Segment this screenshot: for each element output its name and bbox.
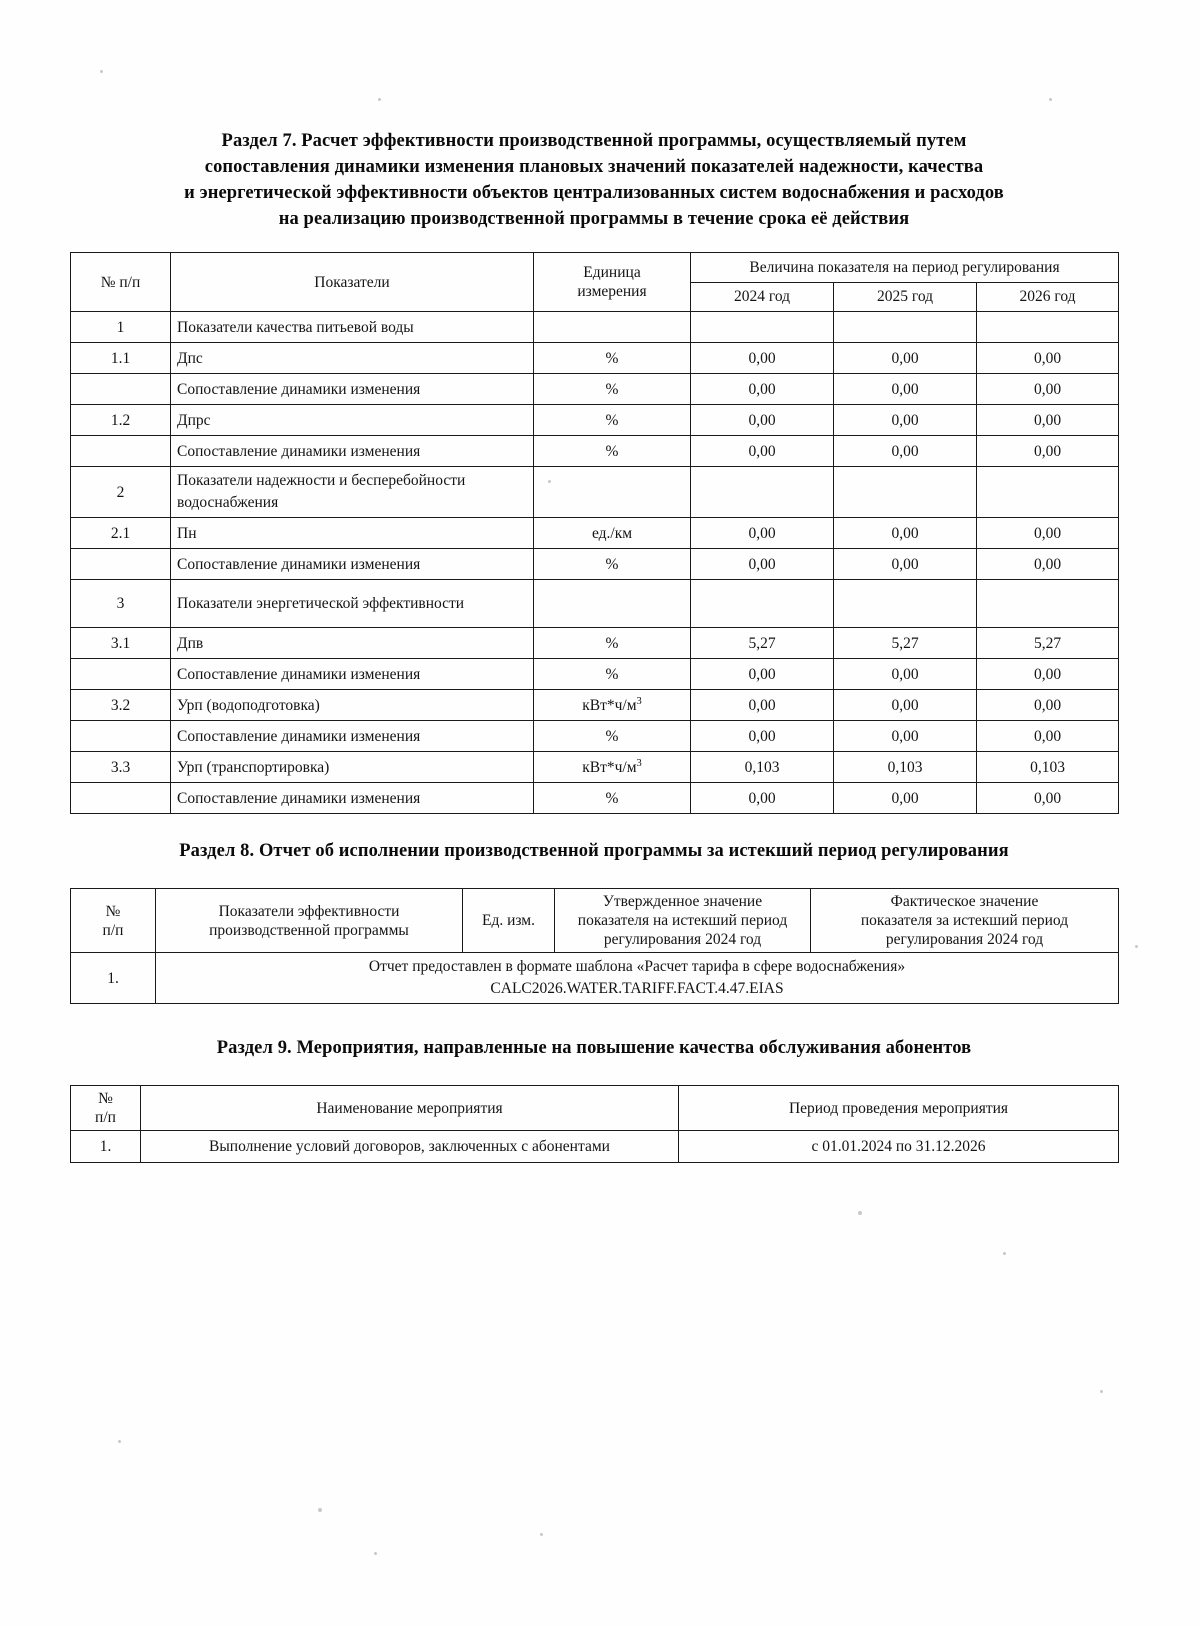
table-row xyxy=(71,312,1119,343)
row-no xyxy=(71,783,171,814)
table-row xyxy=(71,580,1119,628)
row-indicator: Показатели качества питьевой воды xyxy=(171,312,534,343)
header-approved-value xyxy=(555,889,811,953)
row-indicator: Урп (транспортировка) xyxy=(171,752,534,783)
row-unit: $кВт*ч/м^3$ xyxy=(534,752,691,783)
table-header-row xyxy=(71,253,1119,283)
section-7-title-line-4: на реализацию производственной программы в течение срока её действия xyxy=(278,209,910,229)
row-indicator: Урп (водоподготовка) xyxy=(171,690,534,721)
row-indicator: Сопоставление динамики изменения xyxy=(171,783,534,814)
header-no-line-2: п/п xyxy=(102,921,124,939)
row-value-year-2026: 0,00 xyxy=(977,690,1119,721)
row-value-year-2026: 0,00 xyxy=(977,436,1119,467)
header-no xyxy=(71,1086,141,1131)
row-no xyxy=(71,374,171,405)
row-value-year-2026 xyxy=(977,467,1119,518)
row-value-year-2024 xyxy=(691,467,834,518)
row-indicator: Сопоставление динамики изменения xyxy=(171,549,534,580)
row-value-year-2024 xyxy=(691,312,834,343)
row-value-year-2026: 0,103 xyxy=(977,752,1119,783)
unit-exponent: 3 xyxy=(636,695,642,707)
row-value-year-2025: 0,00 xyxy=(834,721,977,752)
row-value-year-2025: 0,00 xyxy=(834,659,977,690)
row-no xyxy=(71,659,171,690)
row-value-year-2024: 0,00 xyxy=(691,549,834,580)
row-unit: % xyxy=(534,783,691,814)
row-value-year-2026: 0,00 xyxy=(977,659,1119,690)
row-value-year-2026: 0,00 xyxy=(977,374,1119,405)
header-indicator: Показатели xyxy=(171,253,534,312)
row-value-year-2025: 0,00 xyxy=(834,405,977,436)
row-value-year-2025 xyxy=(834,467,977,518)
header-value-group: Величина показателя на период регулирования xyxy=(691,253,1119,283)
row-no xyxy=(71,436,171,467)
row-value-year-2026: 0,00 xyxy=(977,721,1119,752)
row-indicator: Сопоставление динамики изменения xyxy=(171,436,534,467)
row-no: 2 xyxy=(71,467,171,518)
row-value-year-2025: 0,00 xyxy=(834,690,977,721)
header-year-2026: 2026 год xyxy=(977,282,1119,312)
scan-speck xyxy=(1135,945,1138,948)
row-value-year-2024: 5,27 xyxy=(691,628,834,659)
section-9-table-body xyxy=(71,1131,1119,1163)
row-value-year-2024: 0,00 xyxy=(691,690,834,721)
row-value-year-2024: 0,00 xyxy=(691,518,834,549)
header-actual-value xyxy=(811,889,1119,953)
row-no xyxy=(71,549,171,580)
row-report-note-line-2: CALC2026.WATER.TARIFF.FACT.4.47.EIAS xyxy=(490,980,784,997)
row-unit: % xyxy=(534,549,691,580)
table-row xyxy=(71,343,1119,374)
section-7-table xyxy=(70,252,1119,814)
row-no: 3.2 xyxy=(71,690,171,721)
row-value-year-2024: 0,00 xyxy=(691,721,834,752)
row-unit: % xyxy=(534,343,691,374)
table-row xyxy=(71,1131,1119,1163)
row-report-note-line-1: Отчет предоставлен в формате шаблона «Расчет тарифа в сфере водоснабжения» xyxy=(368,958,906,975)
scan-speck xyxy=(1100,1390,1103,1393)
row-unit: % xyxy=(534,659,691,690)
row-indicator: Пн xyxy=(171,518,534,549)
row-value-year-2026 xyxy=(977,312,1119,343)
row-value-year-2025: 0,00 xyxy=(834,436,977,467)
row-value-year-2025 xyxy=(834,312,977,343)
table-row xyxy=(71,405,1119,436)
header-year-2025: 2025 год xyxy=(834,282,977,312)
header-no-line-1: № xyxy=(98,1090,113,1107)
row-value-year-2025: 0,103 xyxy=(834,752,977,783)
row-indicator: Дпс xyxy=(171,343,534,374)
row-value-year-2024: 0,00 xyxy=(691,436,834,467)
header-no-line-1: № xyxy=(105,902,121,920)
row-value-year-2025 xyxy=(834,580,977,628)
row-value-year-2025: 0,00 xyxy=(834,374,977,405)
row-no: 1 xyxy=(71,312,171,343)
row-indicator: Сопоставление динамики изменения xyxy=(171,721,534,752)
header-approved-line-2: показателя на истекший период xyxy=(577,912,788,929)
row-no: 1.1 xyxy=(71,343,171,374)
table-row xyxy=(71,752,1119,783)
scan-speck xyxy=(1003,1252,1006,1255)
header-unit xyxy=(534,253,691,312)
scan-speck xyxy=(540,1533,543,1536)
section-9-table xyxy=(70,1085,1119,1163)
row-value-year-2025: 5,27 xyxy=(834,628,977,659)
scan-speck xyxy=(118,1440,121,1443)
table-row xyxy=(71,518,1119,549)
row-value-year-2024: 0,00 xyxy=(691,659,834,690)
row-unit xyxy=(534,312,691,343)
section-8-title-text: Раздел 8. Отчет об исполнении производственной программы за истекший период регулирования xyxy=(179,841,1009,861)
row-value-year-2024: 0,103 xyxy=(691,752,834,783)
row-value-year-2026: 0,00 xyxy=(977,549,1119,580)
row-value-year-2026 xyxy=(977,580,1119,628)
row-value-year-2024 xyxy=(691,580,834,628)
row-indicator: Показатели энергетической эффективности xyxy=(171,580,534,628)
row-no: 1. xyxy=(71,953,156,1004)
row-unit: $кВт*ч/м^3$ xyxy=(534,690,691,721)
header-unit-line-1: Единица xyxy=(583,264,641,281)
row-value-year-2026: 0,00 xyxy=(977,405,1119,436)
table-header-row xyxy=(71,889,1119,953)
table-row xyxy=(71,783,1119,814)
section-7-table-body xyxy=(71,312,1119,814)
scan-speck xyxy=(318,1508,322,1512)
row-report-note xyxy=(156,953,1119,1004)
row-unit: % xyxy=(534,628,691,659)
row-value-year-2024: 0,00 xyxy=(691,374,834,405)
row-value-year-2026: 5,27 xyxy=(977,628,1119,659)
row-indicator: Сопоставление динамики изменения xyxy=(171,374,534,405)
header-year-2024: 2024 год xyxy=(691,282,834,312)
row-value-year-2026: 0,00 xyxy=(977,518,1119,549)
row-unit: % xyxy=(534,436,691,467)
row-value-year-2025: 0,00 xyxy=(834,343,977,374)
row-unit xyxy=(534,467,691,518)
row-no: 1.2 xyxy=(71,405,171,436)
row-value-year-2025: 0,00 xyxy=(834,518,977,549)
row-indicator: Сопоставление динамики изменения xyxy=(171,659,534,690)
section-8-table xyxy=(70,888,1119,1004)
row-no: 2.1 xyxy=(71,518,171,549)
unit-exponent: 3 xyxy=(636,757,642,769)
row-indicator: Дпрс xyxy=(171,405,534,436)
row-measure-period: с 01.01.2024 по 31.12.2026 xyxy=(679,1131,1119,1163)
header-approved-line-1: Утвержденное значение xyxy=(602,893,763,910)
header-no-line-2: п/п xyxy=(95,1109,116,1126)
row-unit: % xyxy=(534,374,691,405)
table-row xyxy=(71,436,1119,467)
table-row xyxy=(71,374,1119,405)
section-9-title-text: Раздел 9. Мероприятия, направленные на повышение качества обслуживания абонентов xyxy=(216,1038,972,1058)
section-9-title xyxy=(70,1035,1118,1061)
row-unit: % xyxy=(534,405,691,436)
header-indicator-line-2: производственной программы xyxy=(209,921,409,939)
header-no: № п/п xyxy=(71,253,171,312)
section-7-title-line-1: Раздел 7. Расчет эффективности производственной программы, осуществляемый путем xyxy=(221,131,967,151)
row-no xyxy=(71,721,171,752)
row-no: 3.3 xyxy=(71,752,171,783)
header-measure-name: Наименование мероприятия xyxy=(141,1086,679,1131)
header-indicator xyxy=(156,889,463,953)
row-no: 1. xyxy=(71,1131,141,1163)
row-value-year-2025: 0,00 xyxy=(834,549,977,580)
row-measure-name: Выполнение условий договоров, заключенных с абонентами xyxy=(141,1131,679,1163)
scan-speck xyxy=(378,98,381,101)
section-8-title xyxy=(70,838,1118,864)
header-actual-line-2: показателя за истекший период xyxy=(860,912,1069,929)
header-unit-line-2: измерения xyxy=(577,283,647,300)
row-value-year-2024: 0,00 xyxy=(691,783,834,814)
row-value-year-2026: 0,00 xyxy=(977,783,1119,814)
header-approved-line-3: регулирования 2024 год xyxy=(603,931,762,948)
table-row xyxy=(71,690,1119,721)
row-value-year-2025: 0,00 xyxy=(834,783,977,814)
table-row xyxy=(71,721,1119,752)
table-row xyxy=(71,953,1119,1004)
table-row xyxy=(71,467,1119,518)
row-value-year-2024: 0,00 xyxy=(691,343,834,374)
row-unit: ед./км xyxy=(534,518,691,549)
table-header-row xyxy=(71,1086,1119,1131)
header-actual-line-3: регулирования 2024 год xyxy=(885,931,1044,948)
scan-speck xyxy=(374,1552,377,1555)
header-no xyxy=(71,889,156,953)
scan-speck xyxy=(858,1211,862,1215)
row-value-year-2024: 0,00 xyxy=(691,405,834,436)
section-7-title-line-3: и энергетической эффективности объектов централизованных систем водоснабжения и расходов xyxy=(184,183,1004,203)
scan-speck xyxy=(1049,98,1052,101)
row-no: 3 xyxy=(71,580,171,628)
table-row xyxy=(71,628,1119,659)
section-7-title xyxy=(70,128,1118,232)
row-indicator: Показатели надежности и бесперебойности водоснабжения xyxy=(171,467,534,518)
header-actual-line-1: Фактическое значение xyxy=(890,893,1039,910)
table-row xyxy=(71,549,1119,580)
header-measure-period: Период проведения мероприятия xyxy=(679,1086,1119,1131)
row-unit xyxy=(534,580,691,628)
row-value-year-2026: 0,00 xyxy=(977,343,1119,374)
section-7-title-line-2: сопоставления динамики изменения плановых значений показателей надежности, качества xyxy=(204,157,984,177)
row-no: 3.1 xyxy=(71,628,171,659)
row-indicator: Дпв xyxy=(171,628,534,659)
table-row xyxy=(71,659,1119,690)
row-unit: % xyxy=(534,721,691,752)
header-unit: Ед. изм. xyxy=(463,889,555,953)
scan-speck xyxy=(100,70,103,73)
header-indicator-line-1: Показатели эффективности xyxy=(218,902,400,920)
